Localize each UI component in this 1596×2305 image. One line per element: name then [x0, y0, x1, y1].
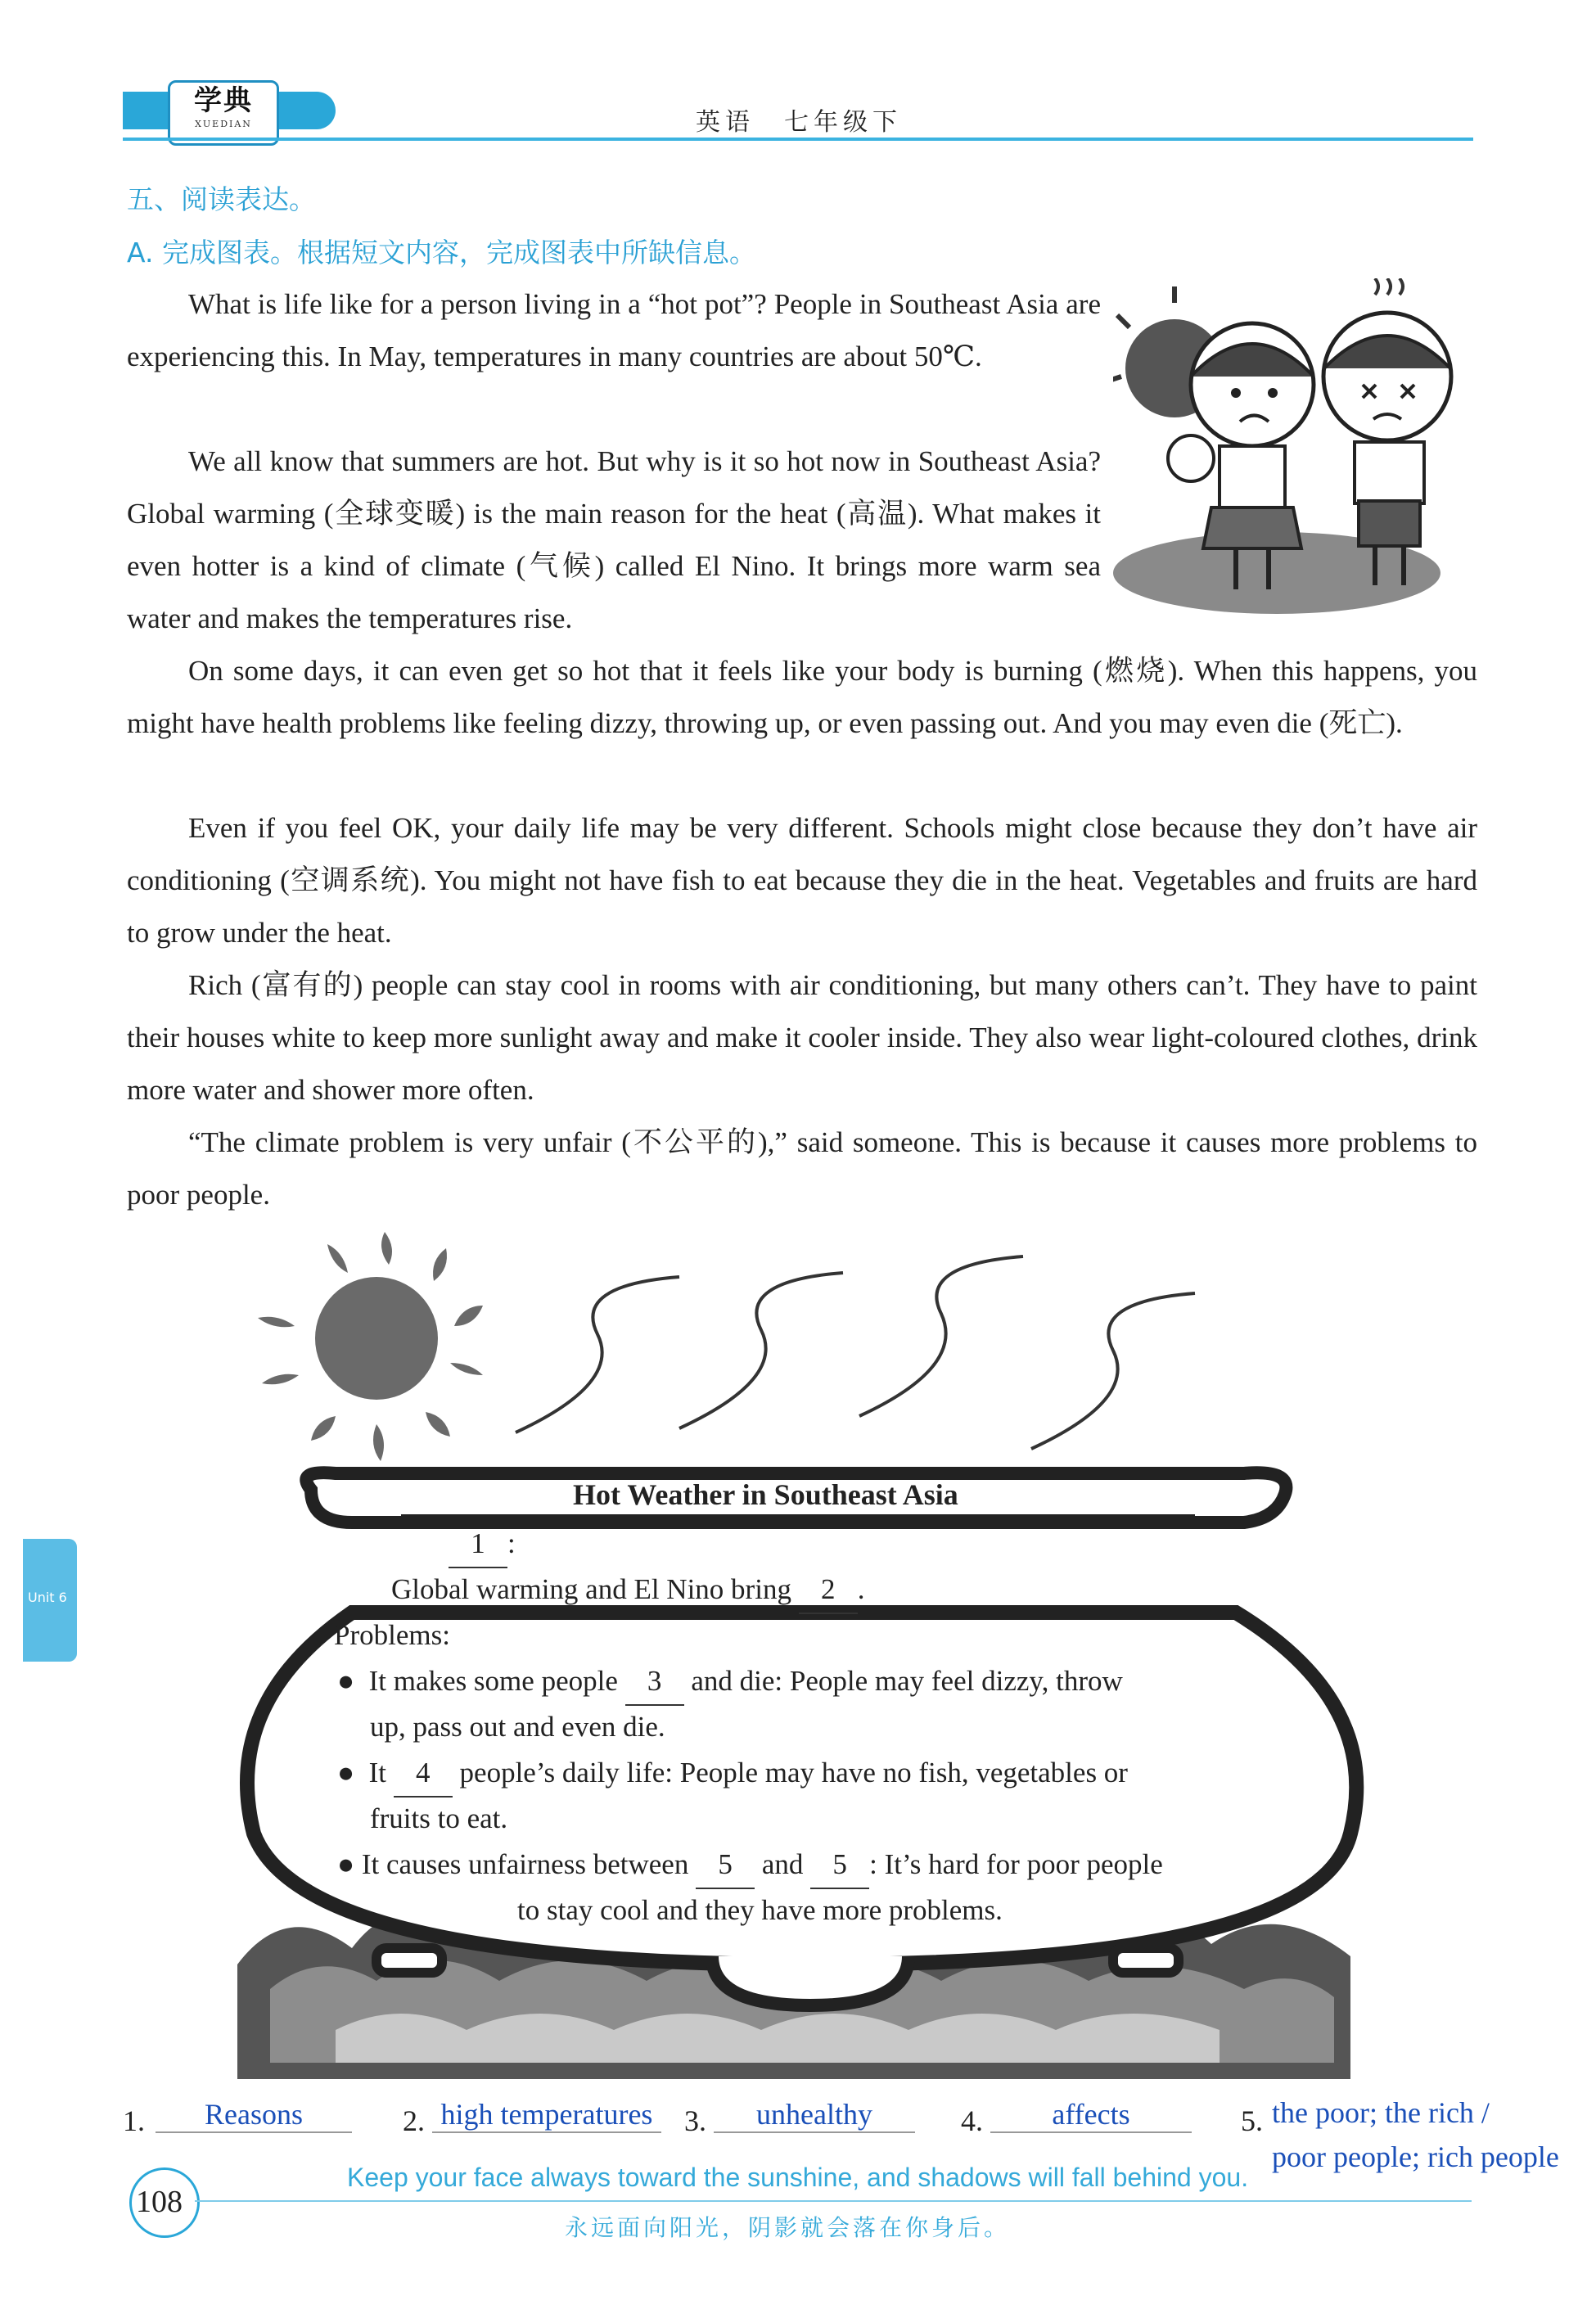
problem-bullet-3 [337, 1842, 1254, 1889]
blank-1[interactable]: 1 [449, 1521, 507, 1568]
passage-paragraph-1: What is life like for a person living in a “hot pot”? People in Southeast Asia are experiencing this. In May, temperatures in many countries are about 50℃. [127, 288, 1101, 372]
bullet-dot: ● [337, 1665, 369, 1697]
answer-2: high temperatures [432, 2097, 661, 2133]
blank-5b[interactable]: 5 [810, 1842, 869, 1889]
bullet3-continuation: to stay cool and they have more problems. [517, 1894, 1003, 1926]
problem-bullet-2 [337, 1750, 1254, 1798]
blank-5a[interactable]: 5 [696, 1842, 755, 1889]
footer-quote-chinese: 永远面向阳光，阴影就会落在你身后。 [565, 2214, 1011, 2241]
bullet1-continuation: up, pass out and even die. [370, 1711, 665, 1743]
chart-line-1 [449, 1521, 516, 1568]
logo-text: 学典 [194, 84, 253, 117]
chart-title-rule [401, 1514, 1195, 1517]
answer-5-line-2: poor people; rich people [1272, 2140, 1559, 2173]
answer-1: Reasons [156, 2097, 352, 2133]
bullet1-text-a: It makes some people [368, 1665, 618, 1697]
chart-title: Hot Weather in Southeast Asia [573, 1478, 958, 1511]
bullet1-text-b: and die: People may feel dizzy, throw [691, 1665, 1123, 1697]
passage-paragraph-2: We all know that summers are hot. But why is it so hot now in Southeast Asia? Global warming (全球变暖) is the main reason for the heat (高温). What makes it even hotter is a kind of climate (气候) called El Nino. It brings more warm sea water and makes the temperatures rise. [127, 445, 1101, 634]
bullet3-text-a: It causes unfairness between [361, 1848, 689, 1880]
answer-3: unhealthy [714, 2097, 915, 2133]
problems-label: Problems: [334, 1619, 450, 1651]
answer-4-number: 4. [961, 2104, 983, 2137]
bullet3-text-and: and [761, 1848, 804, 1880]
unit-label: Unit 6 [28, 1590, 67, 1605]
section-subheading: A. 完成图表。根据短文内容，完成图表中所缺信息。 [127, 237, 756, 268]
answer-1-number: 1. [123, 2104, 145, 2137]
bullet3-text-b: : It’s hard for poor people [869, 1848, 1163, 1880]
answer-5-line-1: the poor; the rich / [1272, 2096, 1490, 2129]
answer-2-number: 2. [403, 2104, 425, 2137]
chart-line-2 [391, 1567, 864, 1614]
blank-4[interactable]: 4 [394, 1750, 453, 1798]
passage-paragraph-6: “The climate problem is very unfair (不公平的),” said someone. This is because it causes more problems to poor people. [127, 1126, 1477, 1211]
blank-3[interactable]: 3 [625, 1658, 684, 1706]
section-heading: 五、阅读表达。 [127, 183, 316, 215]
blank-2[interactable]: 2 [799, 1567, 858, 1614]
line2-text: Global warming and El Nino bring [391, 1573, 791, 1605]
unit-side-tab [23, 1539, 77, 1662]
bullet2-text-a: It [368, 1757, 387, 1789]
page-header-title: 英语 七年级下 [696, 108, 902, 137]
bullet2-text-b: people’s daily life: People may have no fish, vegetables or [459, 1757, 1128, 1789]
passage-paragraph-4: Even if you feel OK, your daily life may be very different. Schools might close because they don’t have air conditioning (空调系统). You might not have fish to eat because they die in the heat. Vegetables and fruits are hard to grow under the heat. [127, 812, 1477, 949]
publisher-logo [168, 80, 279, 146]
answer-4: affects [990, 2097, 1192, 2133]
passage-paragraph-5: Rich (富有的) people can stay cool in rooms with air conditioning, but many others can’t. They have to paint their houses white to keep more sunlight away and make it cooler inside. They also wear light-coloured clothes, drink more water and shower more often. [127, 969, 1477, 1106]
bullet2-continuation: fruits to eat. [370, 1802, 508, 1834]
answer-3-number: 3. [684, 2104, 706, 2137]
logo-subtext: XUEDIAN [195, 119, 252, 129]
hot-kids-illustration [1113, 278, 1498, 622]
footer-rule [195, 2200, 1472, 2202]
page-number: 108 [136, 2185, 183, 2219]
sun-and-heat-waves [246, 1228, 1269, 1473]
bullet-dot: ● [337, 1757, 369, 1789]
problem-bullet-1 [337, 1658, 1254, 1706]
period-text: . [857, 1573, 865, 1605]
colon-text: : [507, 1527, 516, 1559]
passage-paragraph-3: On some days, it can even get so hot that it feels like your body is burning (燃烧). When this happens, you might have health problems like feeling dizzy, throwing up, or even passing out. And you may even die (死亡). [127, 655, 1477, 739]
answer-5-number: 5. [1241, 2104, 1263, 2137]
bullet-dot: ● [337, 1848, 362, 1880]
header-rule [123, 138, 1473, 141]
footer-quote-english: Keep your face always toward the sunshine, and shadows will fall behind you. [347, 2163, 1249, 2192]
